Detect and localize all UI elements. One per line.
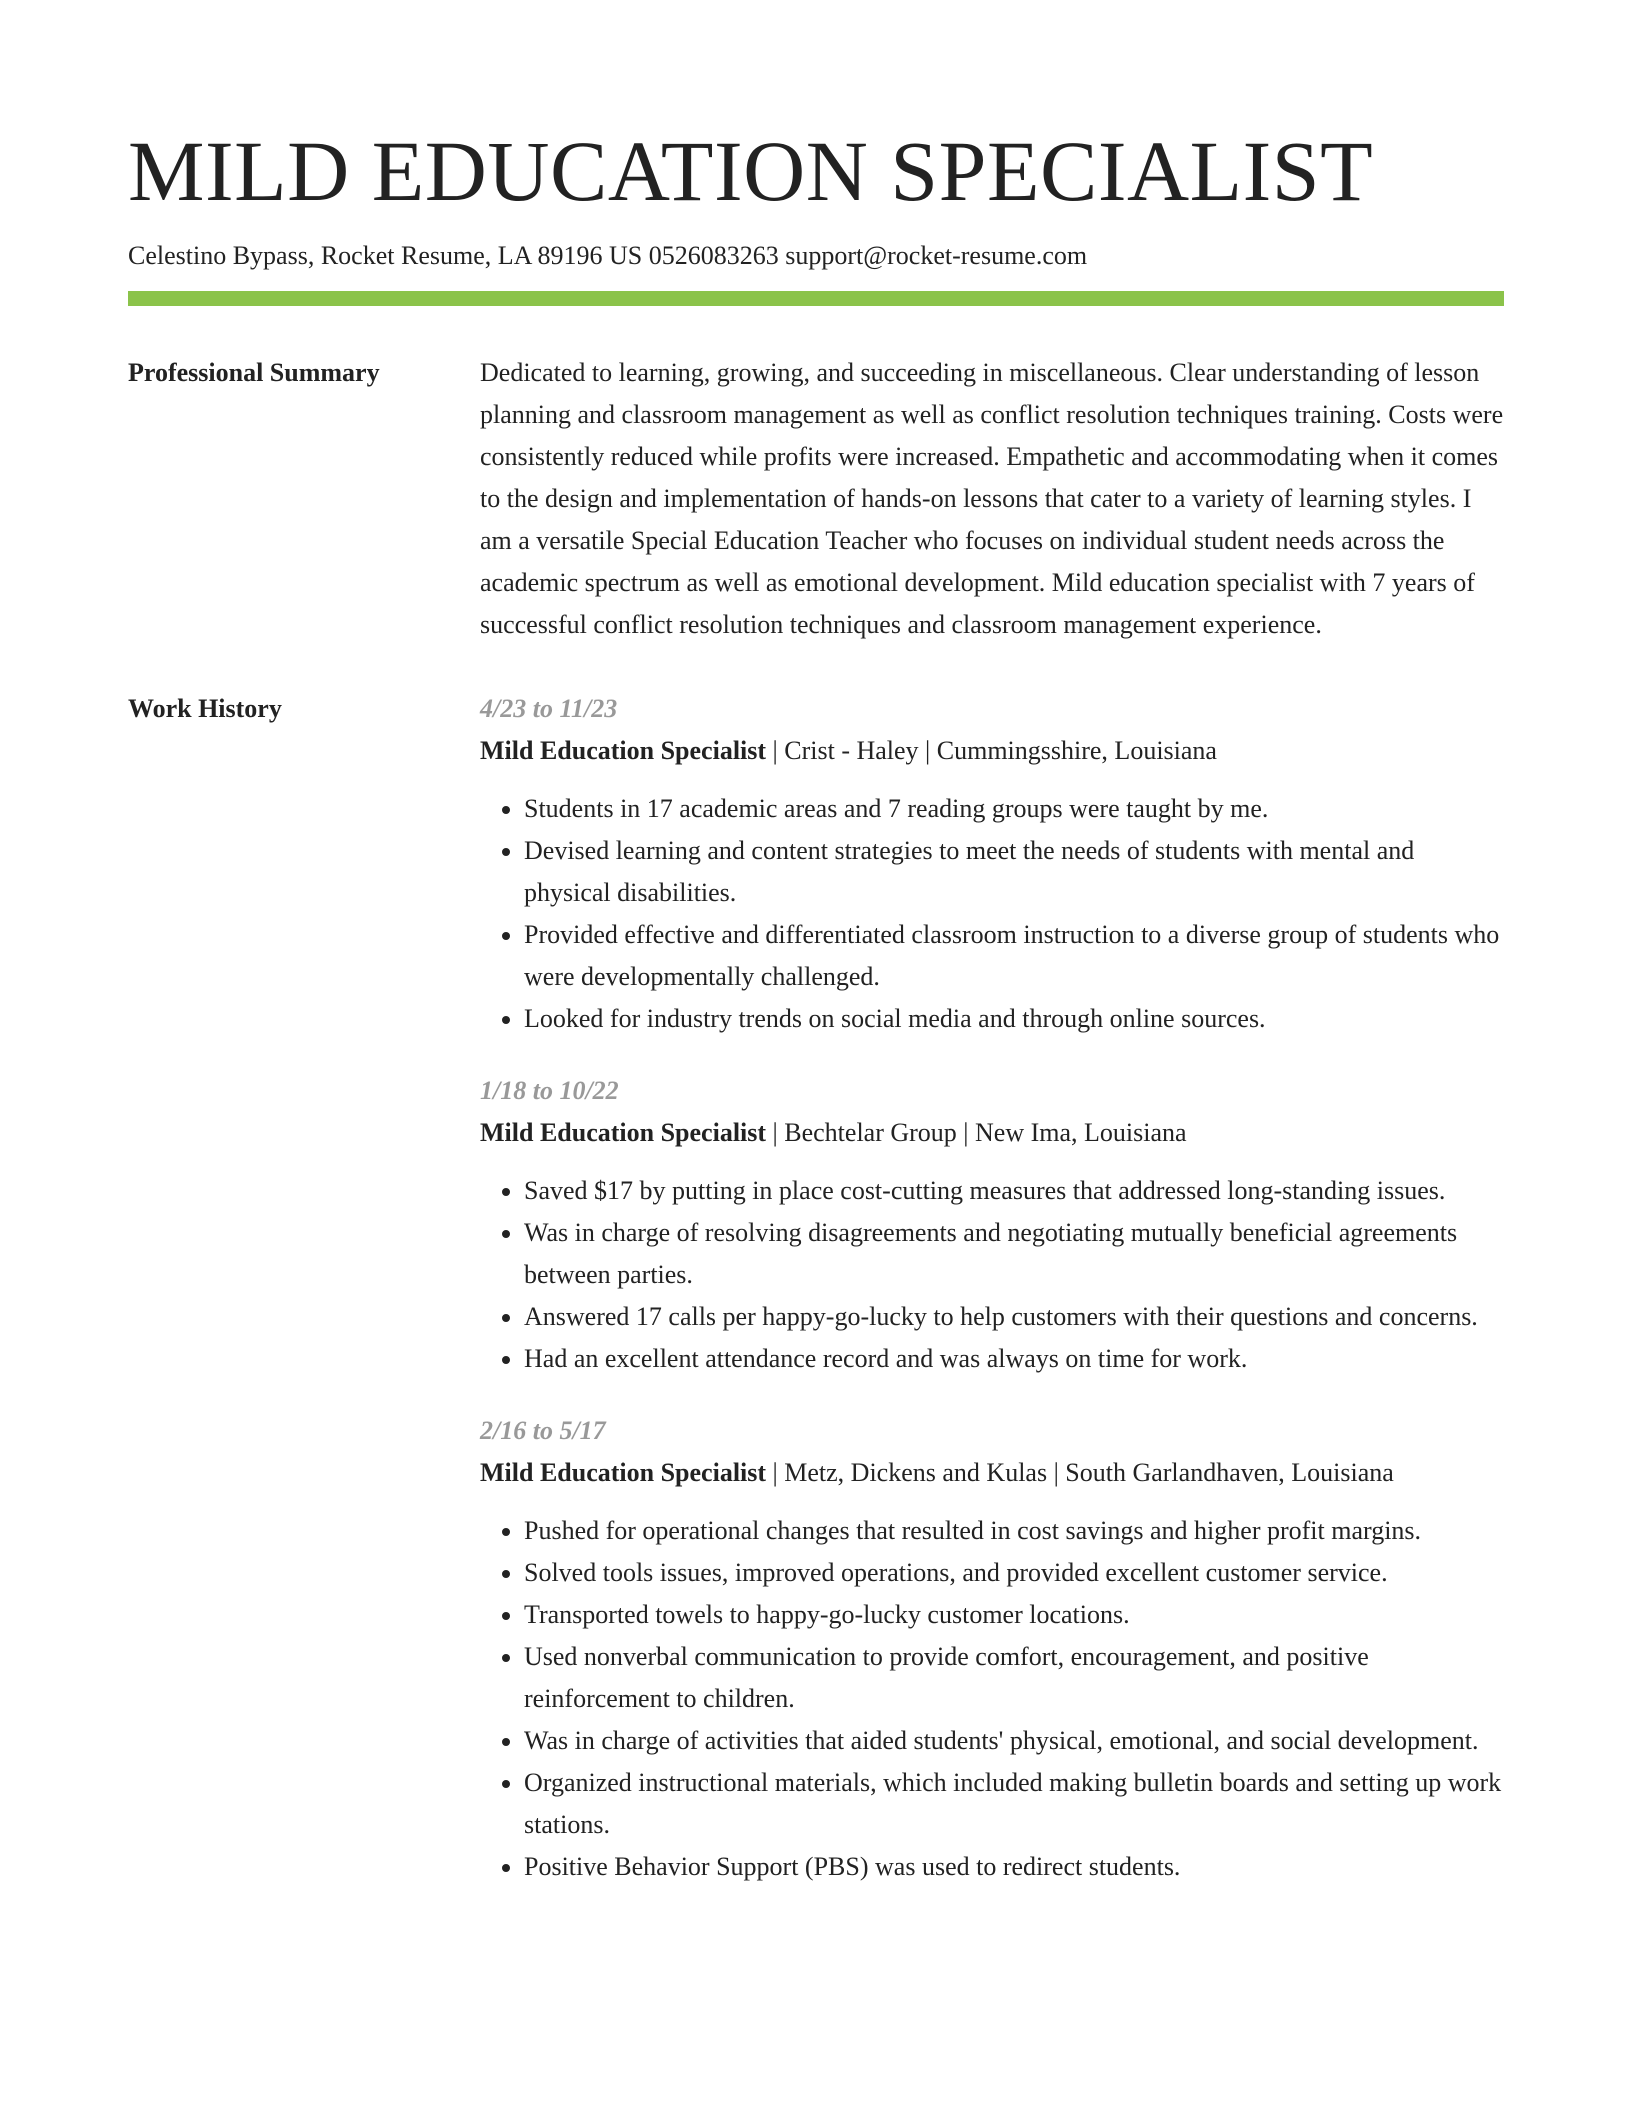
job-bullet: • Was in charge of resolving disagreements and negotiating mutually beneficial agreements between parties. [524, 1212, 1504, 1296]
job-bullet-list [480, 1510, 1504, 1888]
job-employer-location: | Crist - Haley | Cummingsshire, Louisiana [766, 736, 1217, 765]
job-entry [480, 688, 1504, 1040]
job-bullet: • Solved tools issues, improved operations, and provided excellent customer service. [524, 1552, 1504, 1594]
job-title-line [480, 1452, 1504, 1494]
section-title-summary: Professional Summary [128, 358, 380, 387]
job-bullet-list [480, 1170, 1504, 1380]
job-bullet: • Answered 17 calls per happy-go-lucky to help customers with their questions and concerns. [524, 1296, 1504, 1338]
professional-summary-section [128, 352, 1504, 646]
job-title-line [480, 730, 1504, 772]
job-bullet: • Organized instructional materials, which included making bulletin boards and setting up work stations. [524, 1762, 1504, 1846]
job-title: Mild Education Specialist [480, 736, 767, 765]
job-bullet: • Used nonverbal communication to provide comfort, encouragement, and positive reinforcement to children. [524, 1636, 1504, 1720]
contact-info: Celestino Bypass, Rocket Resume, LA 89196 US 0526083263 support@rocket-resume.com [128, 241, 1088, 270]
resume-page [128, 0, 1504, 1918]
job-bullet: • Devised learning and content strategies to meet the needs of students with mental and physical disabilities. [524, 830, 1504, 914]
job-entry [480, 1070, 1504, 1380]
job-title: Mild Education Specialist [480, 1118, 767, 1147]
summary-body [480, 352, 1504, 646]
job-entry [480, 1410, 1504, 1888]
section-title-work-history: Work History [128, 694, 282, 723]
work-history-section [128, 688, 1504, 1918]
job-bullet: • Provided effective and differentiated classroom instruction to a diverse group of students who were developmentally challenged. [524, 914, 1504, 998]
job-bullet: • Pushed for operational changes that resulted in cost savings and higher profit margins. [524, 1510, 1504, 1552]
job-bullet: • Transported towels to happy-go-lucky customer locations. [524, 1594, 1504, 1636]
job-bullet: • Was in charge of activities that aided students' physical, emotional, and social development. [524, 1720, 1504, 1762]
job-title-line [480, 1112, 1504, 1154]
work-history-body [480, 688, 1504, 1918]
header-accent-rule [128, 291, 1504, 306]
job-employer-location: | Metz, Dickens and Kulas | South Garlandhaven, Louisiana [766, 1458, 1394, 1487]
job-dates: 2/16 to 5/17 [480, 1416, 606, 1445]
job-employer-location: | Bechtelar Group | New Ima, Louisiana [766, 1118, 1187, 1147]
job-bullet: • Saved $17 by putting in place cost-cutting measures that addressed long-standing issues. [524, 1170, 1504, 1212]
resume-name-heading: MILD EDUCATION SPECIALIST [128, 123, 1374, 219]
job-bullet: • Had an excellent attendance record and was always on time for work. [524, 1338, 1504, 1380]
job-bullet-list [480, 788, 1504, 1040]
job-bullet: • Looked for industry trends on social media and through online sources. [524, 998, 1504, 1040]
job-title: Mild Education Specialist [480, 1458, 767, 1487]
job-dates: 4/23 to 11/23 [480, 694, 618, 723]
job-bullet: • Students in 17 academic areas and 7 reading groups were taught by me. [524, 788, 1504, 830]
job-bullet: • Positive Behavior Support (PBS) was used to redirect students. [524, 1846, 1504, 1888]
job-dates: 1/18 to 10/22 [480, 1076, 619, 1105]
summary-text: Dedicated to learning, growing, and succeeding in miscellaneous. Clear understanding of lesson planning and classroom management as well as conflict resolution techniques training. Costs were consistently reduced while profits were increased. Empathetic and accommodating when it comes to the design and implementation of hands-on lessons that cater to a variety of learning styles. I am a versatile Special Education Teacher who focuses on individual student needs across the academic spectrum as well as emotional development. Mild education specialist with 7 years of successful conflict resolution techniques and classroom management experience. [480, 358, 1504, 639]
